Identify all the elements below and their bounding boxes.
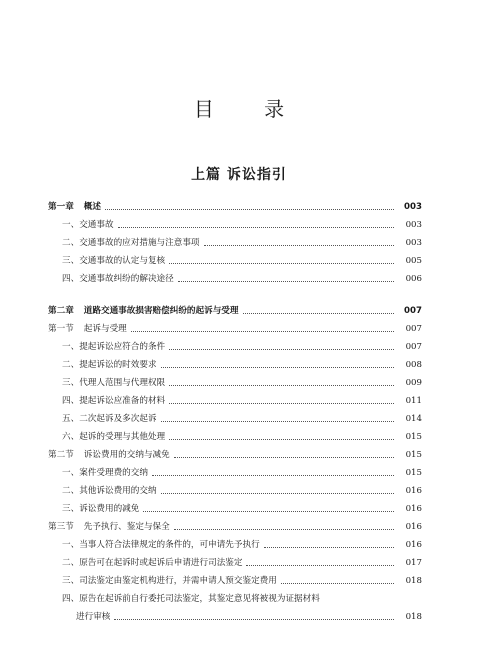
- toc-entry-title: [0, 577, 277, 586]
- toc-entry-page: 009: [405, 377, 422, 388]
- toc-entry-page: 015: [405, 467, 422, 478]
- toc-entry[interactable]: [0, 392, 478, 410]
- toc-entry-title: [0, 487, 157, 496]
- toc-entry-text: 诉讼费用的交纳与减免: [83, 449, 170, 460]
- toc-entry-page: 015: [405, 449, 422, 460]
- toc-entry-title: [0, 239, 200, 248]
- toc-entry-title: [0, 361, 157, 370]
- toc-entry-page: 007: [405, 341, 422, 352]
- dot-leader: [114, 618, 394, 620]
- toc-entry-title: [0, 379, 165, 388]
- dot-leader: [174, 456, 394, 458]
- dot-leader: [161, 420, 394, 422]
- toc-entry-text: 三、诉讼费用的减免: [62, 503, 140, 514]
- toc-entry-text: 三、交通事故的认定与复核: [62, 255, 166, 266]
- toc-entry-title: [0, 203, 101, 212]
- toc-entry-title: [0, 451, 170, 460]
- toc-entry[interactable]: [0, 554, 478, 572]
- toc-entry[interactable]: [0, 356, 478, 374]
- toc-entry-page: 016: [405, 503, 422, 514]
- toc-entry-text: 进行审核: [76, 611, 111, 622]
- toc-entry-text: 一、交通事故: [62, 219, 114, 230]
- dot-leader: [169, 402, 394, 404]
- toc-entry-title: [0, 325, 127, 334]
- toc-entry-title: [0, 469, 148, 478]
- toc-entry-page: 016: [405, 521, 422, 532]
- dot-leader: [174, 528, 394, 530]
- toc-entry-page: 016: [405, 485, 422, 496]
- toc-entry-text: 四、提起诉讼应准备的材料: [62, 395, 166, 406]
- toc-entry-text: 概述: [83, 201, 101, 212]
- toc-entry[interactable]: [0, 320, 478, 338]
- toc-entry-text: 五、二次起诉及多次起诉: [62, 413, 157, 424]
- dot-leader: [118, 226, 394, 228]
- toc-entry-text: 三、代理人范围与代理权限: [62, 377, 166, 388]
- dot-leader: [246, 564, 394, 566]
- toc-entry-title: [0, 415, 157, 424]
- toc-entry-title: [0, 307, 239, 316]
- toc-entry-page: 018: [405, 611, 422, 622]
- part-heading: 上篇 诉讼指引: [191, 167, 287, 183]
- toc-entry-text: 四、原告在起诉前自行委托司法鉴定，其鉴定意见将被视为证据材料: [62, 593, 320, 604]
- toc-entry-page: 006: [405, 273, 422, 284]
- toc-entry-page: 007: [404, 305, 422, 316]
- toc-entry[interactable]: [0, 302, 478, 320]
- toc-entry-text: 道路交通事故损害赔偿纠纷的起诉与受理: [83, 305, 239, 316]
- toc-entry-title: [0, 505, 139, 514]
- toc-entry-text: 二、其他诉讼费用的交纳: [62, 485, 157, 496]
- toc-entry-page: 018: [405, 575, 422, 586]
- dot-leader: [161, 366, 394, 368]
- toc-entry-text: 一、当事人符合法律规定的条件的，可申请先予执行: [62, 539, 260, 550]
- toc-entry-page: 016: [405, 539, 422, 550]
- dot-leader: [169, 384, 394, 386]
- dot-leader: [143, 510, 394, 512]
- toc-entry-title: [0, 523, 170, 532]
- toc-entry-number: 第二章: [48, 305, 74, 316]
- dot-leader: [178, 280, 394, 282]
- toc-entry[interactable]: [0, 518, 478, 536]
- toc-entry-text: 一、提起诉讼应符合的条件: [62, 341, 166, 352]
- toc-entry-text: 四、交通事故纠纷的解决途径: [62, 273, 174, 284]
- toc-entry-title: [0, 541, 260, 550]
- toc-entry-page: 017: [405, 557, 422, 568]
- toc-entry-title: [0, 595, 320, 604]
- toc-entry-number: 第三节: [48, 521, 74, 532]
- toc-entry[interactable]: [0, 270, 478, 288]
- dot-leader: [264, 546, 394, 548]
- toc-entry-number: 第一章: [48, 201, 74, 212]
- dot-leader: [105, 208, 394, 210]
- toc-entry[interactable]: [0, 446, 478, 464]
- toc-entry[interactable]: [0, 338, 478, 356]
- dot-leader: [169, 438, 394, 440]
- toc-entry[interactable]: [0, 590, 478, 608]
- toc-entry[interactable]: [0, 482, 478, 500]
- dot-leader: [131, 330, 394, 332]
- toc-entry[interactable]: [0, 234, 478, 252]
- toc-entry-title: [0, 559, 242, 568]
- toc-entry-title: [0, 433, 165, 442]
- toc-entry-page: 003: [404, 201, 422, 212]
- toc-entry[interactable]: [0, 464, 478, 482]
- toc-entry[interactable]: [0, 428, 478, 446]
- toc-entry-text: 一、案件受理费的交纳: [62, 467, 148, 478]
- toc-entry[interactable]: [0, 608, 478, 626]
- toc-entry-page: 011: [405, 395, 422, 406]
- toc-entry-text: 二、交通事故的应对措施与注意事项: [62, 237, 200, 248]
- dot-leader: [161, 492, 394, 494]
- toc-entry-text: 起诉与受理: [83, 323, 127, 334]
- dot-leader: [281, 582, 394, 584]
- toc-entry[interactable]: [0, 216, 478, 234]
- toc-entry-text: 先予执行、鉴定与保全: [83, 521, 170, 532]
- toc-entry-page: 015: [405, 431, 422, 442]
- toc-entry-title: [0, 343, 165, 352]
- toc-entry-page: 003: [405, 219, 422, 230]
- toc-entry-number: 第一节: [48, 323, 74, 334]
- toc-entry[interactable]: [0, 572, 478, 590]
- toc-entry-number: 第二节: [48, 449, 74, 460]
- toc-entry[interactable]: [0, 198, 478, 216]
- toc-entry-title: [0, 257, 165, 266]
- toc-entry-text: 二、提起诉讼的时效要求: [62, 359, 157, 370]
- toc-entry-title: [0, 221, 114, 230]
- toc-entry[interactable]: [0, 500, 478, 518]
- toc-entry[interactable]: [0, 374, 478, 392]
- dot-leader: [169, 262, 394, 264]
- page-title: 目 录: [193, 97, 307, 121]
- toc-entry-text: 六、起诉的受理与其他处理: [62, 431, 166, 442]
- dot-leader: [243, 312, 395, 314]
- toc-entry-page: 014: [405, 413, 422, 424]
- toc-entry-text: 二、原告可在起诉时或起诉后申请进行司法鉴定: [62, 557, 243, 568]
- dot-leader: [169, 348, 394, 350]
- toc-entry-page: 007: [405, 323, 422, 334]
- toc-entry-title: [0, 397, 165, 406]
- dot-leader: [152, 474, 394, 476]
- toc-entry-title: [0, 275, 174, 284]
- toc-entry-page: 008: [405, 359, 422, 370]
- toc-entry-page: 003: [405, 237, 422, 248]
- toc-entry-text: 三、司法鉴定由鉴定机构进行，并需申请人预交鉴定费用: [62, 575, 277, 586]
- toc-entry-page: 005: [405, 255, 422, 266]
- dot-leader: [204, 244, 394, 246]
- toc-entry[interactable]: [0, 536, 478, 554]
- toc-entry[interactable]: [0, 252, 478, 270]
- toc-entry[interactable]: [0, 410, 478, 428]
- toc-entry-title: [0, 613, 110, 622]
